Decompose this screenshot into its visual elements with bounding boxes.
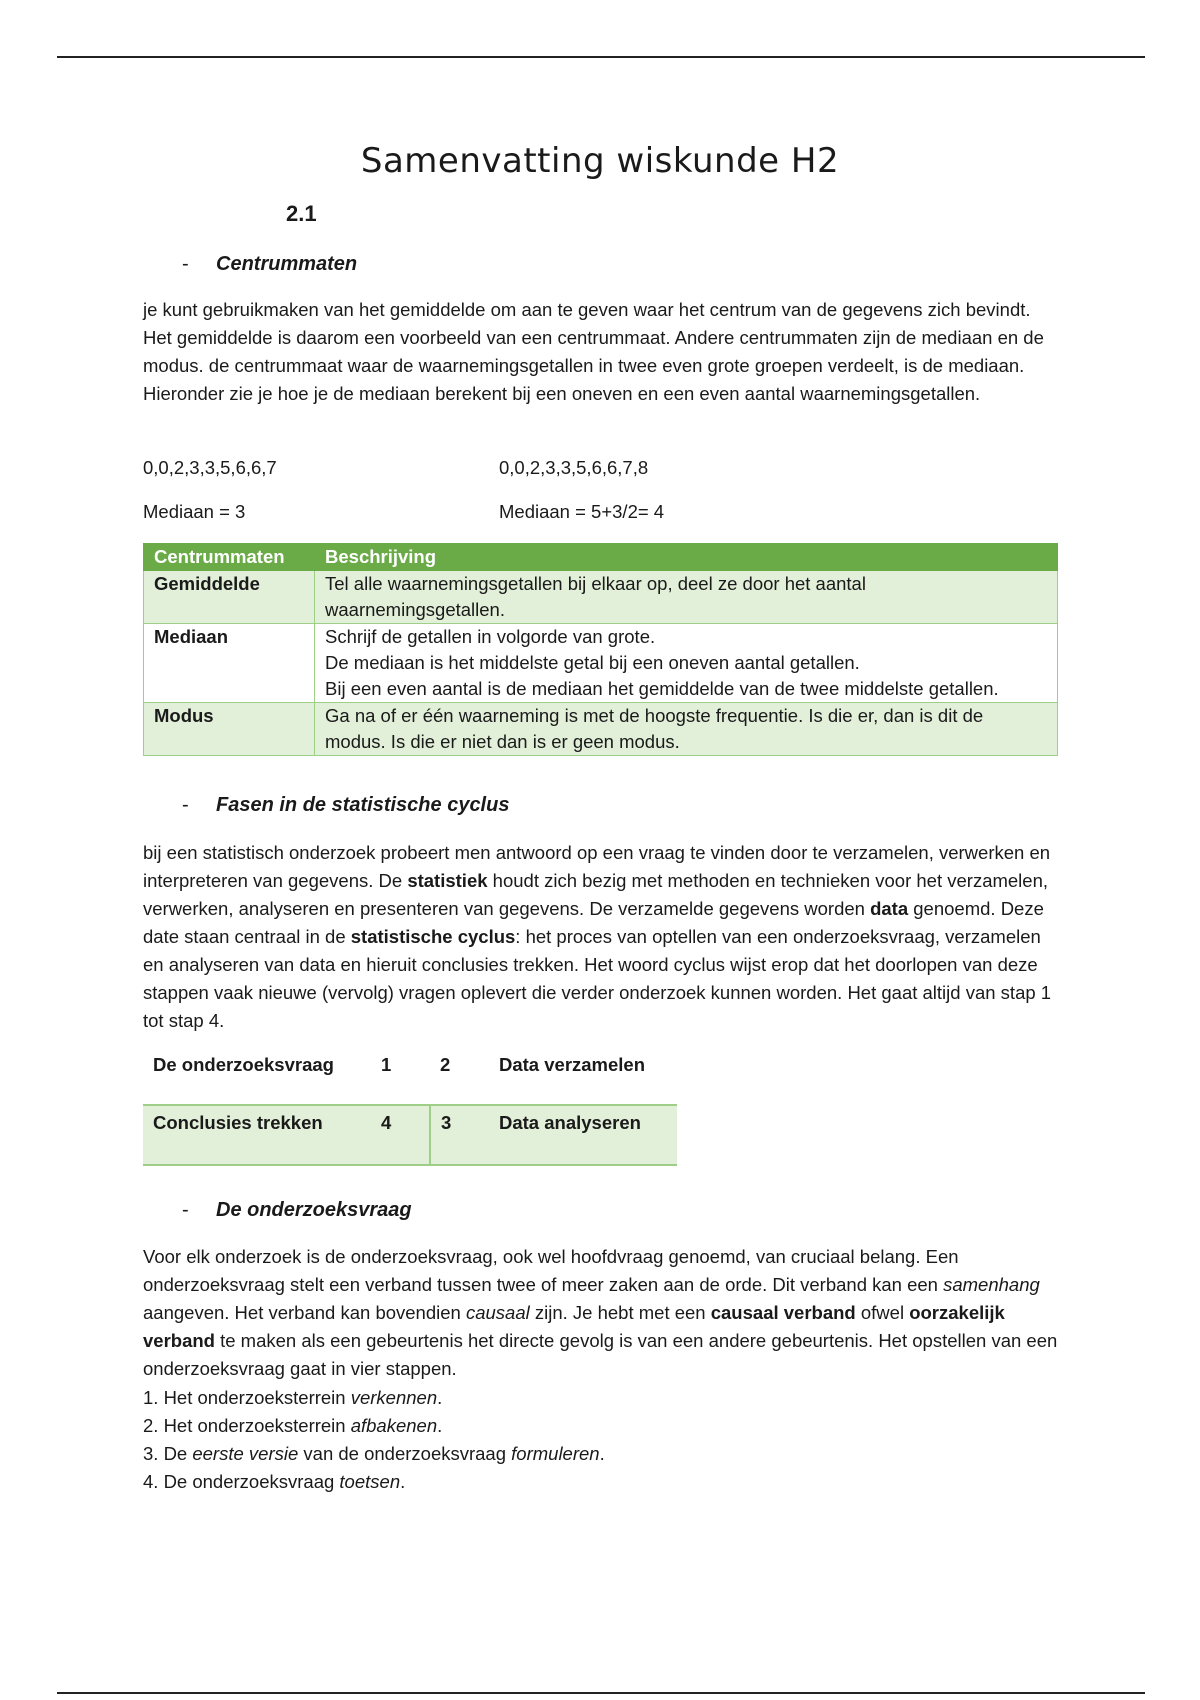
cycle-row	[143, 1048, 677, 1105]
heading-onderzoeksvraag	[182, 1199, 412, 1222]
description-line: Tel alle waarnemingsgetallen bij elkaar op, deel ze door het aantal waarnemingsgetallen.	[325, 573, 866, 620]
cycle-step-label: Conclusies trekken	[143, 1105, 371, 1165]
heading-text: De onderzoeksvraag	[216, 1199, 412, 1221]
example-odd-series: 0,0,2,3,3,5,6,6,7	[143, 457, 277, 478]
page-bottom-rule	[57, 1692, 1145, 1694]
text-run: 2. Het onderzoeksterrein	[143, 1415, 351, 1436]
description-line: De mediaan is het middelste getal bij een oneven aantal getallen.	[325, 652, 860, 673]
text-run: aangeven. Het verband kan bovendien	[143, 1302, 466, 1323]
table-row	[144, 571, 1058, 624]
paragraph-fasen	[143, 839, 1063, 1035]
document-title: Samenvatting wiskunde H2	[360, 141, 840, 181]
table-header-row	[144, 544, 1058, 571]
cycle-step-number: 4	[371, 1105, 430, 1165]
bullet-dash: -	[182, 253, 189, 275]
cycle-step-label: Data analyseren	[489, 1105, 677, 1165]
italic-term: eerste versie	[192, 1443, 299, 1464]
table-description-cell	[315, 703, 1058, 756]
text-run: : het proces van optellen van een onderzoeksvraag, verzamelen en analyseren van data en hieruit conclusies trekken. Het woord cyclus wijst erop dat het doorlopen van deze stappen vaak nieuwe (vervolg) vragen oplevert die verder onderzoek kunnen worden. Het gaat altijd van stap 1 tot stap 4.	[143, 926, 1052, 1031]
cycle-row	[143, 1105, 677, 1165]
list-item	[143, 1412, 605, 1440]
text-run: ofwel	[855, 1302, 910, 1323]
table-term-cell: Mediaan	[144, 624, 315, 703]
text-run: 4. De onderzoeksvraag	[143, 1471, 340, 1492]
text-run: Voor elk onderzoek is de onderzoeksvraag, ook wel hoofdvraag genoemd, van cruciaal belang. Een onderzoeksvraag stelt een verband tussen twee of meer zaken aan de orde. Dit verband kan een	[143, 1246, 959, 1295]
italic-term: afbakenen	[350, 1415, 438, 1436]
bold-term: oorzakelijk verband	[143, 1302, 1005, 1351]
text-run: .	[599, 1443, 605, 1464]
heading-fasen	[182, 794, 509, 817]
text-run: te maken als een gebeurtenis het directe gevolg is van een andere gebeurtenis. Het opstellen van een onderzoeksvraag gaat in vier stappen.	[143, 1330, 1058, 1379]
cycle-step-number: 1	[381, 1054, 392, 1075]
cycle-step-number: 3	[430, 1105, 489, 1165]
text-run: houdt zich bezig met methoden en technieken voor het verzamelen, verwerken, analyseren en presenteren van gegevens. De verzamelde gegevens worden	[143, 870, 1049, 919]
italic-term: toetsen	[339, 1471, 401, 1492]
paragraph-centrummaten: je kunt gebruikmaken van het gemiddelde om aan te geven waar het centrum van de gegevens zich bevindt. Het gemiddelde is daarom een voorbeeld van een centrummaat. Andere centrummaten zijn de mediaan en de modus. de centrummaat waar de waarnemingsgetallen in twee even grote groepen verdeelt, is de mediaan. Hieronder zie je hoe je de mediaan berekent bij een oneven en een even aantal waarnemingsgetallen.	[143, 299, 1044, 404]
table-header-cell: Centrummaten	[144, 544, 315, 571]
steps-list	[143, 1384, 605, 1496]
text-run: genoemd. Deze date staan centraal in de	[143, 898, 1044, 947]
text-run: .	[437, 1415, 443, 1436]
list-item	[143, 1468, 605, 1496]
median-even-result: Mediaan = 5+3/2= 4	[499, 501, 665, 522]
bold-term: causaal verband	[710, 1302, 856, 1323]
italic-term: verkennen	[350, 1387, 438, 1408]
heading-centrummaten	[182, 253, 357, 276]
description-line: Bij een even aantal is de mediaan het gemiddelde van de twee middelste getallen.	[325, 678, 999, 699]
text-run: bij een statistisch onderzoek probeert men antwoord op een vraag te vinden door te verzamelen, verwerken en interpreteren van gegevens. De	[143, 842, 1051, 891]
table-description-cell	[315, 571, 1058, 624]
text-run: 1. Het onderzoeksterrein	[143, 1387, 351, 1408]
italic-term: causaal	[465, 1302, 530, 1323]
cycle-step-number: 2	[440, 1054, 451, 1075]
text-run: 3. De	[143, 1443, 193, 1464]
bullet-dash: -	[182, 1199, 189, 1221]
text-run: van de onderzoeksvraag	[298, 1443, 512, 1464]
heading-text: Centrummaten	[216, 253, 358, 275]
section-number: 2.1	[286, 201, 317, 226]
centrummaten-table	[143, 543, 1058, 756]
table-header-cell: Beschrijving	[315, 544, 1058, 571]
table-row	[144, 703, 1058, 756]
cycle-step-label: Data verzamelen	[499, 1054, 646, 1075]
table-description-cell	[315, 624, 1058, 703]
heading-text: Fasen in de statistische cyclus	[216, 794, 510, 816]
bullet-dash: -	[182, 794, 189, 816]
description-line: Schrijf de getallen in volgorde van grote.	[325, 626, 656, 647]
text-run: .	[400, 1471, 406, 1492]
list-item	[143, 1440, 605, 1468]
table-term-cell: Modus	[144, 703, 315, 756]
text-run: .	[437, 1387, 443, 1408]
bold-term: statistische cyclus	[350, 926, 516, 947]
table-row	[144, 624, 1058, 703]
description-line: Ga na of er één waarneming is met de hoogste frequentie. Is die er, dan is dit de modus. Is die er niet dan is er geen modus.	[325, 705, 984, 752]
italic-term: samenhang	[943, 1274, 1040, 1295]
example-even-series: 0,0,2,3,3,5,6,6,7,8	[499, 457, 649, 478]
bold-term: data	[870, 898, 909, 919]
italic-term: formuleren	[511, 1443, 600, 1464]
paragraph-onderzoeksvraag	[143, 1243, 1063, 1383]
statistical-cycle-table	[143, 1048, 677, 1166]
bold-term: statistiek	[407, 870, 488, 891]
table-term-cell: Gemiddelde	[144, 571, 315, 624]
list-item	[143, 1384, 605, 1412]
cycle-step-label: De onderzoeksvraag	[153, 1054, 334, 1075]
text-run: zijn. Je hebt met een	[529, 1302, 711, 1323]
page-top-rule	[57, 56, 1145, 58]
median-odd-result: Mediaan = 3	[143, 501, 246, 522]
